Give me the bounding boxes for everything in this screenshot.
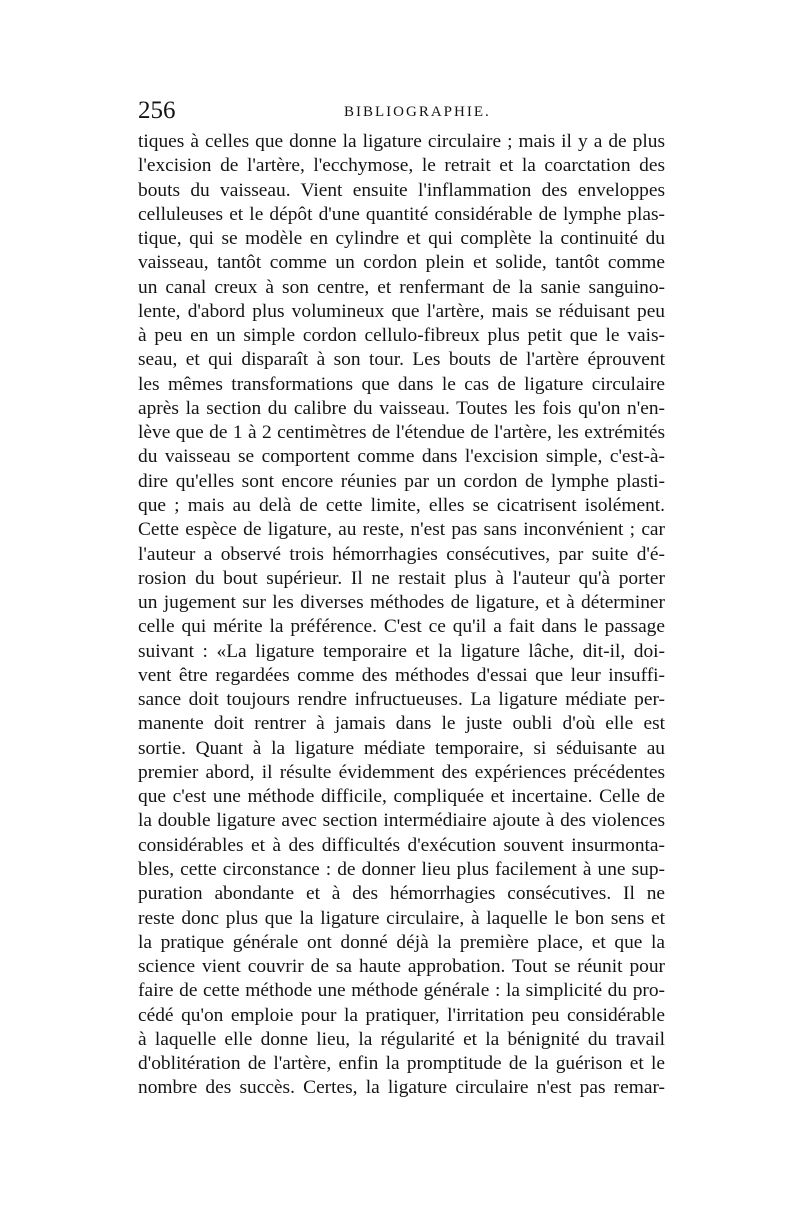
text-line: bouts du vaisseau. Vient ensuite l'inflammation des enveloppes <box>138 179 665 201</box>
text-line: lève que de 1 à 2 centimètres de l'étendue de l'artère, les extrémités <box>138 422 665 444</box>
text-line: Cette espèce de ligature, au reste, n'est pas sans inconvénient ; car <box>138 519 665 541</box>
body-text <box>138 130 665 1101</box>
text-line: bles, cette circonstance : de donner lieu plus facilement à une sup- <box>138 858 665 880</box>
text-line: lente, d'abord plus volumineux que l'artère, mais se réduisant peu <box>138 300 665 322</box>
text-line: celluleuses et le dépôt d'une quantité considérable de lymphe plas- <box>138 203 665 225</box>
text-line: un jugement sur les diverses méthodes de ligature, et à déterminer <box>138 592 665 614</box>
text-line: rosion du bout supérieur. Il ne restait plus à l'auteur qu'à porter <box>138 567 665 589</box>
text-line: reste donc plus que la ligature circulaire, à laquelle le bon sens et <box>138 907 665 929</box>
text-line: nombre des succès. Certes, la ligature circulaire n'est pas remar- <box>138 1077 665 1099</box>
text-line: science vient couvrir de sa haute approbation. Tout se réunit pour <box>138 956 665 978</box>
page-header <box>138 96 665 130</box>
text-line: l'auteur a observé trois hémorrhagies consécutives, par suite d'é- <box>138 543 665 565</box>
text-line: à laquelle elle donne lieu, la régularité et la bénignité du travail <box>138 1028 665 1050</box>
text-line: sortie. Quant à la ligature médiate temporaire, si séduisante au <box>138 737 665 759</box>
text-line: tique, qui se modèle en cylindre et qui complète la continuité du <box>138 228 665 250</box>
text-line: cédé qu'on emploie pour la pratiquer, l'irritation peu considérable <box>138 1004 665 1026</box>
running-head: BIBLIOGRAPHIE. <box>344 104 491 120</box>
text-line: vaisseau, tantôt comme un cordon plein et solide, tantôt comme <box>138 252 665 274</box>
text-line: après la section du calibre du vaisseau. Toutes les fois qu'on n'en- <box>138 397 665 419</box>
text-line: un canal creux à son centre, et renfermant de la sanie sanguino- <box>138 276 665 298</box>
text-line: sance doit toujours rendre infructueuses. La ligature médiate per- <box>138 689 665 711</box>
text-line: l'excision de l'artère, l'ecchymose, le retrait et la coarctation des <box>138 155 665 177</box>
text-line: manente doit rentrer à jamais dans le juste oubli d'où elle est <box>138 713 665 735</box>
page-number: 256 <box>138 97 176 124</box>
text-line: à peu en un simple cordon cellulo-fibreux plus petit que le vais- <box>138 325 665 347</box>
text-line: premier abord, il résulte évidemment des expériences précédentes <box>138 761 665 783</box>
text-line: tiques à celles que donne la ligature circulaire ; mais il y a de plus <box>138 131 665 152</box>
text-line: que ; mais au delà de cette limite, elles se cicatrisent isolément. <box>138 494 665 516</box>
text-line: celle qui mérite la préférence. C'est ce qu'il a fait dans le passage <box>138 616 665 638</box>
text-line: la double ligature avec section intermédiaire ajoute à des violences <box>138 810 665 832</box>
text-line: puration abondante et à des hémorrhagies consécutives. Il ne <box>138 883 665 905</box>
text-line: considérables et à des difficultés d'exécution souvent insurmonta- <box>138 834 665 856</box>
text-line: d'oblitération de l'artère, enfin la promptitude de la guérison et le <box>138 1053 665 1075</box>
text-line: seau, et qui disparaît à son tour. Les bouts de l'artère éprouvent <box>138 349 665 371</box>
text-line: dire qu'elles sont encore réunies par un cordon de lymphe plasti- <box>138 470 665 492</box>
text-line: du vaisseau se comportent comme dans l'excision simple, c'est-à- <box>138 446 665 468</box>
text-line: que c'est une méthode difficile, compliquée et incertaine. Celle de <box>138 786 665 808</box>
text-line: vent être regardées comme des méthodes d'essai que leur insuffi- <box>138 664 665 686</box>
text-line: les mêmes transformations que dans le cas de ligature circulaire <box>138 373 665 395</box>
text-line: suivant : «La ligature temporaire et la ligature lâche, dit-il, doi- <box>138 640 665 662</box>
text-line: faire de cette méthode une méthode générale : la simplicité du pro- <box>138 980 665 1002</box>
text-line: la pratique générale ont donné déjà la première place, et que la <box>138 931 665 953</box>
